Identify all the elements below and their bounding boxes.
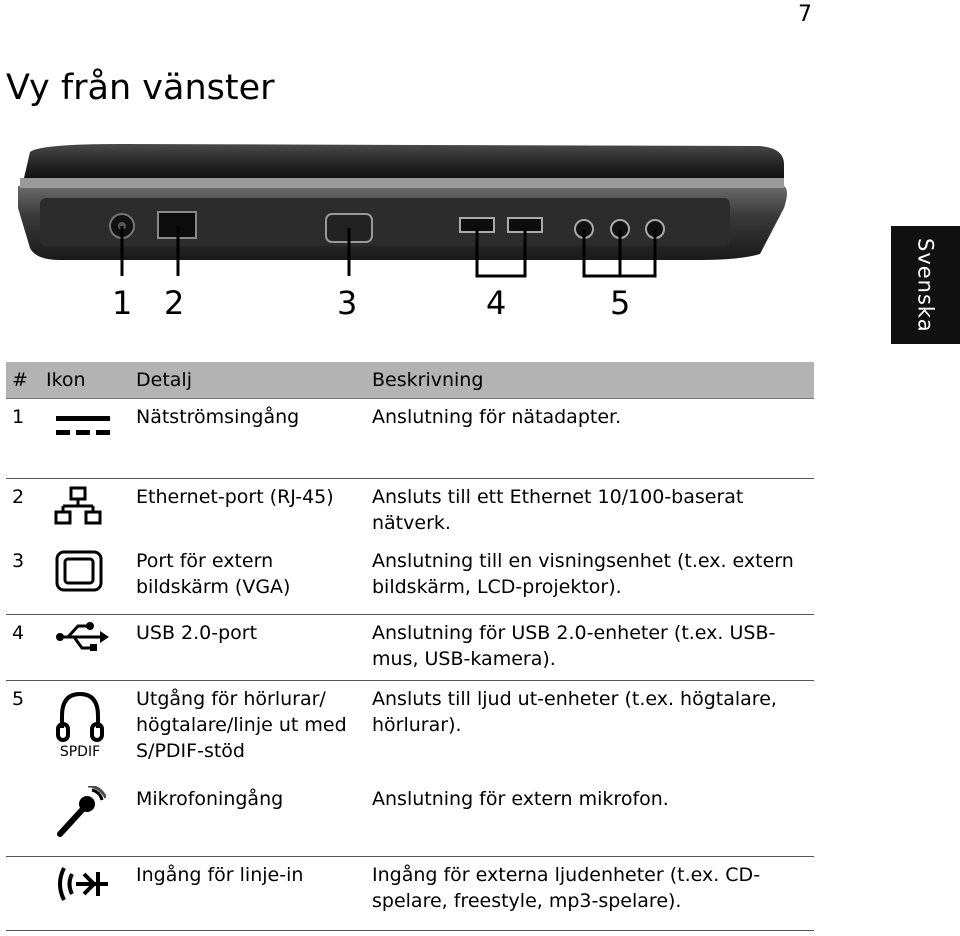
callout-3: 3	[337, 284, 358, 322]
table-row	[6, 857, 814, 931]
row-number: 5	[12, 688, 25, 710]
network-icon	[54, 484, 104, 528]
table-row	[6, 615, 814, 681]
row-detail: Ingång för linje-in	[130, 857, 366, 931]
row-description: Anslutning för nätadapter.	[366, 399, 814, 479]
row-number: 3	[6, 543, 40, 615]
page-title: Vy från vänster	[6, 68, 275, 108]
row-detail: Utgång för hörlurar/ högtalare/linje ut med S/PDIF-stöd	[136, 688, 347, 762]
callout-2: 2	[164, 284, 185, 322]
row-number: 4	[6, 615, 40, 681]
table-header-row	[6, 362, 814, 399]
page-number: 7	[798, 2, 812, 27]
row-description: Anslutning för USB 2.0-enheter (t.ex. USB-mus, USB-kamera).	[366, 615, 814, 681]
row-detail: USB 2.0-port	[130, 615, 366, 681]
row-detail: Port för extern bildskärm (VGA)	[130, 543, 366, 615]
table-row	[6, 399, 814, 479]
laptop-left-side-illustration	[0, 138, 800, 328]
row-detail: Mikrofoningång	[130, 781, 366, 857]
callout-1: 1	[112, 284, 133, 322]
table-row	[6, 479, 814, 543]
header-detail: Detalj	[130, 362, 366, 399]
laptop-body	[18, 144, 787, 260]
row-description: Anslutning för extern mikrofon.	[366, 781, 814, 857]
headphones-spdif-icon	[54, 686, 106, 758]
table-row	[6, 781, 814, 857]
header-description: Beskrivning	[366, 362, 814, 399]
row-number	[6, 781, 40, 857]
language-tab: Svenska	[891, 226, 960, 344]
table-row	[6, 543, 814, 615]
monitor-icon	[54, 548, 104, 594]
line-in-icon	[54, 862, 112, 906]
row-description: Ansluts till ljud ut-enheter (t.ex. högtalare, hörlurar).	[372, 688, 777, 736]
row-description: Ansluts till ett Ethernet 10/100-baserat nätverk.	[372, 486, 744, 534]
usb-icon	[54, 620, 110, 654]
dc-power-icon	[54, 404, 112, 452]
row-number: 1	[6, 399, 40, 479]
callout-5: 5	[610, 284, 631, 322]
row-detail: Nätströmsingång	[130, 399, 366, 479]
row-detail: Ethernet-port (RJ-45)	[136, 486, 334, 508]
header-number: #	[6, 362, 40, 399]
port-table	[6, 362, 814, 931]
callout-numbers	[112, 284, 630, 322]
row-description: Ingång för externa ljudenheter (t.ex. CD-spelare, freestyle, mp3-spelare).	[366, 857, 814, 931]
row-description: Anslutning till en visningsenhet (t.ex. extern bildskärm, LCD-projektor).	[366, 543, 814, 615]
callout-4: 4	[486, 284, 507, 322]
table-row	[6, 681, 814, 781]
header-icon: Ikon	[40, 362, 130, 399]
row-number	[6, 857, 40, 931]
spdif-label: SPDIF	[59, 744, 101, 758]
microphone-icon	[54, 786, 106, 840]
row-number: 2	[12, 486, 25, 508]
